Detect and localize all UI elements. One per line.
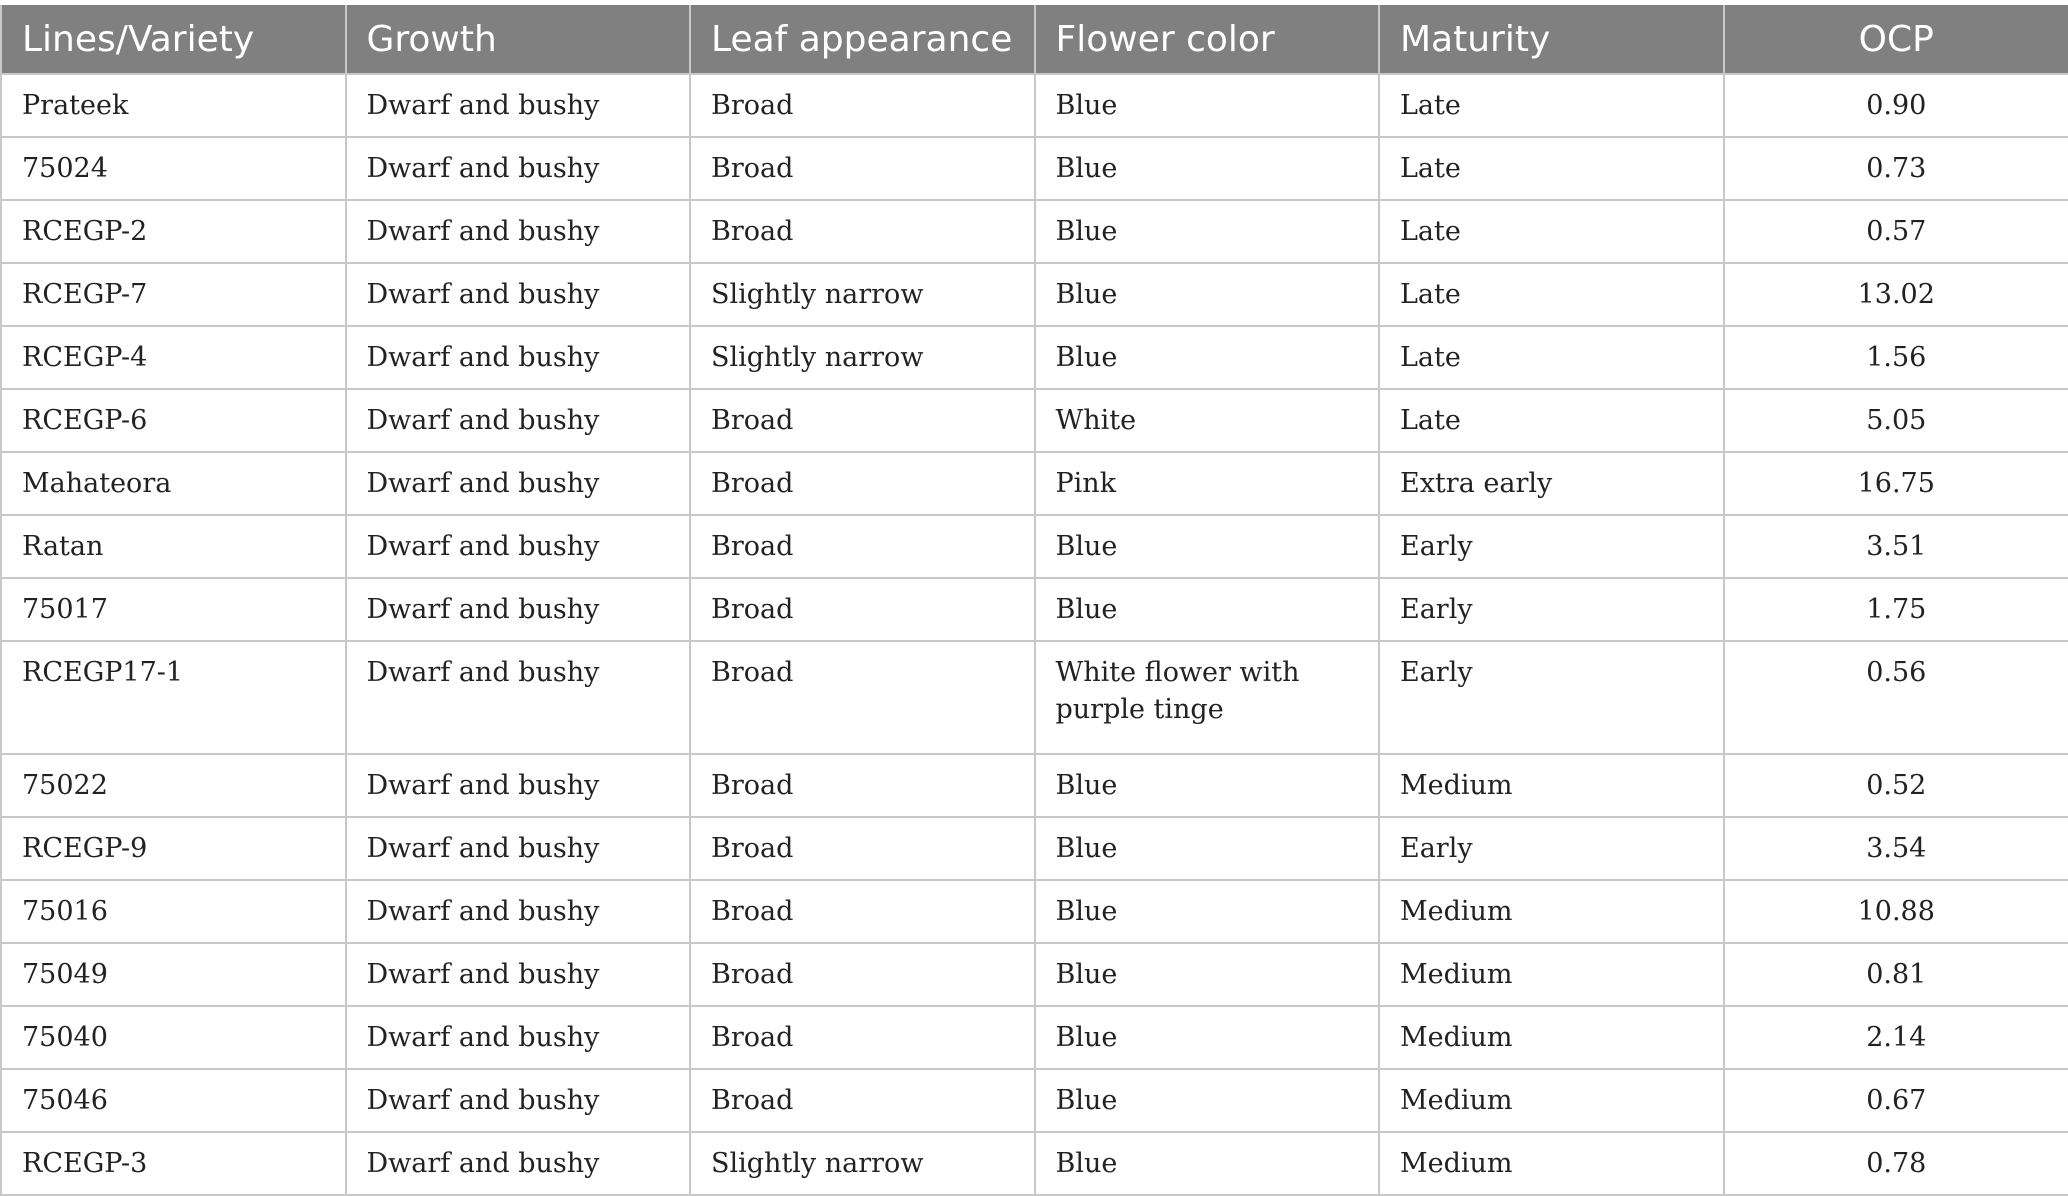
cell-ocp: 0.56: [1724, 641, 2068, 754]
cell-ocp: 16.75: [1724, 452, 2068, 515]
cell-maturity: Extra early: [1379, 452, 1724, 515]
cell-ocp: 13.02: [1724, 263, 2068, 326]
table-header: [1, 5, 2068, 74]
cell-growth: Dwarf and bushy: [346, 817, 691, 880]
column-header-flower-color: Flower color: [1035, 5, 1380, 74]
column-header-lines-variety: Lines/Variety: [1, 5, 346, 74]
cell-leaf-appearance: Slightly narrow: [690, 1132, 1035, 1195]
cell-ocp: 10.88: [1724, 880, 2068, 943]
cell-flower-color: Blue: [1035, 880, 1380, 943]
cell-lines-variety: RCEGP17-1: [1, 641, 346, 754]
table-row: [1, 137, 2068, 200]
cell-maturity: Medium: [1379, 1069, 1724, 1132]
cell-lines-variety: 75022: [1, 754, 346, 817]
cell-maturity: Late: [1379, 263, 1724, 326]
cell-ocp: 3.54: [1724, 817, 2068, 880]
cell-maturity: Late: [1379, 389, 1724, 452]
cell-growth: Dwarf and bushy: [346, 754, 691, 817]
cell-lines-variety: Mahateora: [1, 452, 346, 515]
cell-leaf-appearance: Broad: [690, 1069, 1035, 1132]
cell-leaf-appearance: Broad: [690, 754, 1035, 817]
cell-lines-variety: RCEGP-6: [1, 389, 346, 452]
table-row: [1, 452, 2068, 515]
cell-lines-variety: 75049: [1, 943, 346, 1006]
cell-growth: Dwarf and bushy: [346, 943, 691, 1006]
cell-flower-color: Blue: [1035, 817, 1380, 880]
column-header-ocp: OCP: [1724, 5, 2068, 74]
cell-lines-variety: 75016: [1, 880, 346, 943]
cell-ocp: 2.14: [1724, 1006, 2068, 1069]
table-body: [1, 74, 2068, 1195]
cell-maturity: Early: [1379, 817, 1724, 880]
cell-growth: Dwarf and bushy: [346, 1006, 691, 1069]
cell-flower-color: Blue: [1035, 515, 1380, 578]
cell-growth: Dwarf and bushy: [346, 578, 691, 641]
table-row: [1, 880, 2068, 943]
cell-leaf-appearance: Slightly narrow: [690, 263, 1035, 326]
cell-flower-color: White flower with purple tinge: [1035, 641, 1380, 754]
cell-maturity: Medium: [1379, 754, 1724, 817]
cell-maturity: Late: [1379, 74, 1724, 137]
cell-lines-variety: RCEGP-7: [1, 263, 346, 326]
cell-flower-color: Blue: [1035, 137, 1380, 200]
cell-maturity: Late: [1379, 200, 1724, 263]
table-row: [1, 578, 2068, 641]
table-row: [1, 326, 2068, 389]
cell-ocp: 3.51: [1724, 515, 2068, 578]
cell-growth: Dwarf and bushy: [346, 452, 691, 515]
cell-flower-color: White: [1035, 389, 1380, 452]
cell-ocp: 0.81: [1724, 943, 2068, 1006]
cell-growth: Dwarf and bushy: [346, 137, 691, 200]
column-header-maturity: Maturity: [1379, 5, 1724, 74]
header-row: [1, 5, 2068, 74]
cell-leaf-appearance: Broad: [690, 74, 1035, 137]
cell-flower-color: Blue: [1035, 943, 1380, 1006]
table-row: [1, 817, 2068, 880]
data-table-container: [0, 5, 2068, 1196]
cell-flower-color: Blue: [1035, 754, 1380, 817]
cell-lines-variety: 75040: [1, 1006, 346, 1069]
cell-ocp: 0.90: [1724, 74, 2068, 137]
cell-lines-variety: RCEGP-9: [1, 817, 346, 880]
data-table: [0, 5, 2068, 1196]
cell-leaf-appearance: Broad: [690, 641, 1035, 754]
cell-growth: Dwarf and bushy: [346, 326, 691, 389]
cell-growth: Dwarf and bushy: [346, 641, 691, 754]
cell-lines-variety: RCEGP-2: [1, 200, 346, 263]
cell-flower-color: Blue: [1035, 74, 1380, 137]
cell-leaf-appearance: Broad: [690, 200, 1035, 263]
cell-growth: Dwarf and bushy: [346, 263, 691, 326]
cell-growth: Dwarf and bushy: [346, 515, 691, 578]
table-row: [1, 389, 2068, 452]
table-row: [1, 200, 2068, 263]
cell-maturity: Early: [1379, 578, 1724, 641]
cell-growth: Dwarf and bushy: [346, 74, 691, 137]
cell-flower-color: Blue: [1035, 1006, 1380, 1069]
table-row: [1, 1069, 2068, 1132]
table-row: [1, 515, 2068, 578]
cell-lines-variety: RCEGP-3: [1, 1132, 346, 1195]
cell-growth: Dwarf and bushy: [346, 1132, 691, 1195]
cell-maturity: Medium: [1379, 880, 1724, 943]
cell-flower-color: Pink: [1035, 452, 1380, 515]
cell-ocp: 1.75: [1724, 578, 2068, 641]
cell-flower-color: Blue: [1035, 1069, 1380, 1132]
cell-leaf-appearance: Broad: [690, 578, 1035, 641]
table-row: [1, 1132, 2068, 1195]
cell-ocp: 0.73: [1724, 137, 2068, 200]
cell-maturity: Late: [1379, 326, 1724, 389]
cell-flower-color: Blue: [1035, 578, 1380, 641]
cell-lines-variety: Prateek: [1, 74, 346, 137]
column-header-leaf-appearance: Leaf appearance: [690, 5, 1035, 74]
cell-leaf-appearance: Broad: [690, 880, 1035, 943]
cell-lines-variety: Ratan: [1, 515, 346, 578]
table-row: [1, 263, 2068, 326]
cell-maturity: Medium: [1379, 1006, 1724, 1069]
cell-flower-color: Blue: [1035, 326, 1380, 389]
cell-maturity: Early: [1379, 641, 1724, 754]
cell-flower-color: Blue: [1035, 263, 1380, 326]
cell-growth: Dwarf and bushy: [346, 389, 691, 452]
cell-maturity: Medium: [1379, 943, 1724, 1006]
cell-leaf-appearance: Broad: [690, 817, 1035, 880]
cell-maturity: Medium: [1379, 1132, 1724, 1195]
table-row: [1, 1006, 2068, 1069]
table-row: [1, 641, 2068, 754]
cell-lines-variety: 75046: [1, 1069, 346, 1132]
cell-ocp: 0.78: [1724, 1132, 2068, 1195]
table-row: [1, 74, 2068, 137]
cell-maturity: Late: [1379, 137, 1724, 200]
table-row: [1, 943, 2068, 1006]
column-header-growth: Growth: [346, 5, 691, 74]
cell-leaf-appearance: Broad: [690, 515, 1035, 578]
cell-ocp: 1.56: [1724, 326, 2068, 389]
cell-flower-color: Blue: [1035, 200, 1380, 263]
cell-flower-color: Blue: [1035, 1132, 1380, 1195]
cell-lines-variety: 75017: [1, 578, 346, 641]
cell-maturity: Early: [1379, 515, 1724, 578]
cell-lines-variety: RCEGP-4: [1, 326, 346, 389]
cell-ocp: 5.05: [1724, 389, 2068, 452]
cell-leaf-appearance: Broad: [690, 137, 1035, 200]
cell-leaf-appearance: Broad: [690, 389, 1035, 452]
table-row: [1, 754, 2068, 817]
cell-lines-variety: 75024: [1, 137, 346, 200]
cell-leaf-appearance: Slightly narrow: [690, 326, 1035, 389]
cell-leaf-appearance: Broad: [690, 1006, 1035, 1069]
cell-growth: Dwarf and bushy: [346, 200, 691, 263]
cell-ocp: 0.57: [1724, 200, 2068, 263]
cell-ocp: 0.67: [1724, 1069, 2068, 1132]
cell-leaf-appearance: Broad: [690, 452, 1035, 515]
cell-growth: Dwarf and bushy: [346, 880, 691, 943]
cell-ocp: 0.52: [1724, 754, 2068, 817]
cell-leaf-appearance: Broad: [690, 943, 1035, 1006]
cell-growth: Dwarf and bushy: [346, 1069, 691, 1132]
